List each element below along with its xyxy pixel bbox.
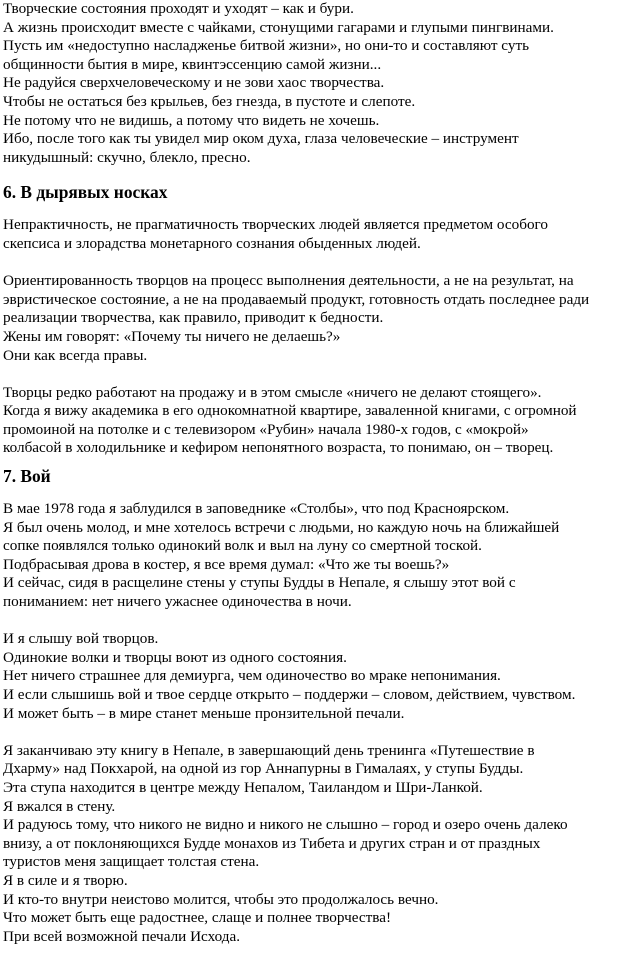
text-line: Не потому что не видишь, а потому что видеть не хочешь. (3, 111, 380, 129)
text-line: внизу, а от поклоняющихся Будде монахов из Тибета и других стран и от праздных (3, 834, 541, 852)
text-line: Я заканчиваю эту книгу в Непале, в завершающий день тренинга «Путешествие в (3, 741, 535, 759)
text-line: Творцы редко работают на продажу и в этом смысле «ничего не делают стоящего». (3, 383, 542, 401)
text-line: Непрактичность, не прагматичность творческих людей является предметом особого (3, 216, 548, 234)
section-6-paragraph-3 (3, 384, 620, 458)
text-line: Пусть им «недоступно насладженье битвой жизни», но они-то и составляют суть (3, 37, 530, 55)
section-7-paragraph-1 (3, 500, 620, 612)
text-line: Я вжался в стену. (3, 797, 116, 815)
text-line: Не радуйся сверхчеловеческому и не зови хаос творчества. (3, 74, 385, 92)
text-line: И я слышу вой творцов. (3, 630, 159, 648)
text-line: Нет ничего страшнее для демиурга, чем одиночество во мраке непонимания. (3, 667, 501, 685)
text-line: Чтобы не остаться без крыльев, без гнезда, в пустоте и слепоте. (3, 92, 416, 110)
text-line: сопке появлялся только одинокий волк и выл на луну со смертной тоской. (3, 537, 482, 555)
text-line: В мае 1978 года я заблудился в заповеднике «Столбы», что под Красноярском. (3, 500, 510, 518)
section-6-paragraph-2 (3, 272, 620, 365)
text-line: Одинокие волки и творцы воют из одного состояния. (3, 648, 347, 666)
text-line: Когда я вижу академика в его однокомнатной квартире, заваленной книгами, с огромной (3, 402, 577, 420)
text-line: И может быть – в мире станет меньше пронзительной печали. (3, 704, 405, 722)
text-line: Дхарму» над Покхарой, на одной из гор Аннапурны в Гималаях, у ступы Будды. (3, 760, 524, 778)
text-line: И кто-то внутри неистово молится, чтобы это продолжалось вечно. (3, 890, 439, 908)
text-line: реализации творчества, как правило, приводит к бедности. (3, 309, 384, 327)
section-7-heading: 7. Вой (3, 466, 51, 487)
text-line: И если слышишь вой и твое сердце открыто – поддержи – словом, действием, чувством. (3, 686, 576, 703)
text-line: Они как всегда правы. (3, 346, 148, 364)
text-line: промоиной на потолке и с телевизором «Рубин» начала 1980-х годов, с «мокрой» (3, 420, 529, 438)
text-line: пониманием: нет ничего ужаснее одиночества в ночи. (3, 593, 352, 611)
text-line: Подбрасывая дрова в костер, я все время думал: «Что же ты воешь?» (3, 555, 450, 573)
section-6-heading: 6. В дырявых носках (3, 182, 168, 203)
text-line: И радуюсь тому, что никого не видно и никого не слышно – город и озеро очень далеко (3, 816, 568, 834)
section-7-paragraph-3 (3, 742, 620, 947)
text-line: скепсиса и злорадства монетарного сознания обыденных людей. (3, 234, 421, 252)
section-7-paragraph-2 (3, 630, 620, 723)
text-line: колбасой в холодильнике и кефиром непонятного возраста, то понимаю, он – творец. (3, 439, 554, 457)
text-line: При всей возможной печали Исхода. (3, 927, 241, 945)
text-line: Я был очень молод, и мне хотелось встречи с людьми, но каждую ночь на ближайшей (3, 518, 560, 536)
section-6-paragraph-1 (3, 216, 620, 253)
intro-paragraph (3, 0, 620, 167)
text-line: Жены им говорят: «Почему ты ничего не делаешь?» (3, 327, 341, 345)
text-line: Эта ступа находится в центре между Непалом, Таиландом и Шри-Ланкой. (3, 778, 483, 796)
text-line: Я в силе и я творю. (3, 871, 128, 889)
text-line: эвристическое состояние, а не на продаваемый продукт, готовность отдать последнее ради (3, 290, 590, 308)
text-line: И сейчас, сидя в расщелине стены у ступы Будды в Непале, я слышу этот вой с (3, 574, 516, 592)
text-line: Что может быть еще радостнее, слаще и полнее творчества! (3, 909, 392, 927)
text-line: туристов меня защищает толстая стена. (3, 853, 260, 871)
text-line: общинности бытия в мире, квинтэссенцию самой жизни... (3, 55, 382, 73)
text-line: никудышный: скучно, блекло, пресно. (3, 148, 251, 166)
text-line: А жизнь происходит вместе с чайками, стонущими гагарами и глупыми пингвинами. (3, 18, 554, 36)
text-line: Творческие состояния проходят и уходят – как и бури. (3, 0, 354, 17)
text-line: Ибо, после того как ты увидел мир оком духа, глаза человеческие – инструмент (3, 130, 519, 148)
text-line: Ориентированность творцов на процесс выполнения деятельности, а не на результат, на (3, 272, 574, 290)
